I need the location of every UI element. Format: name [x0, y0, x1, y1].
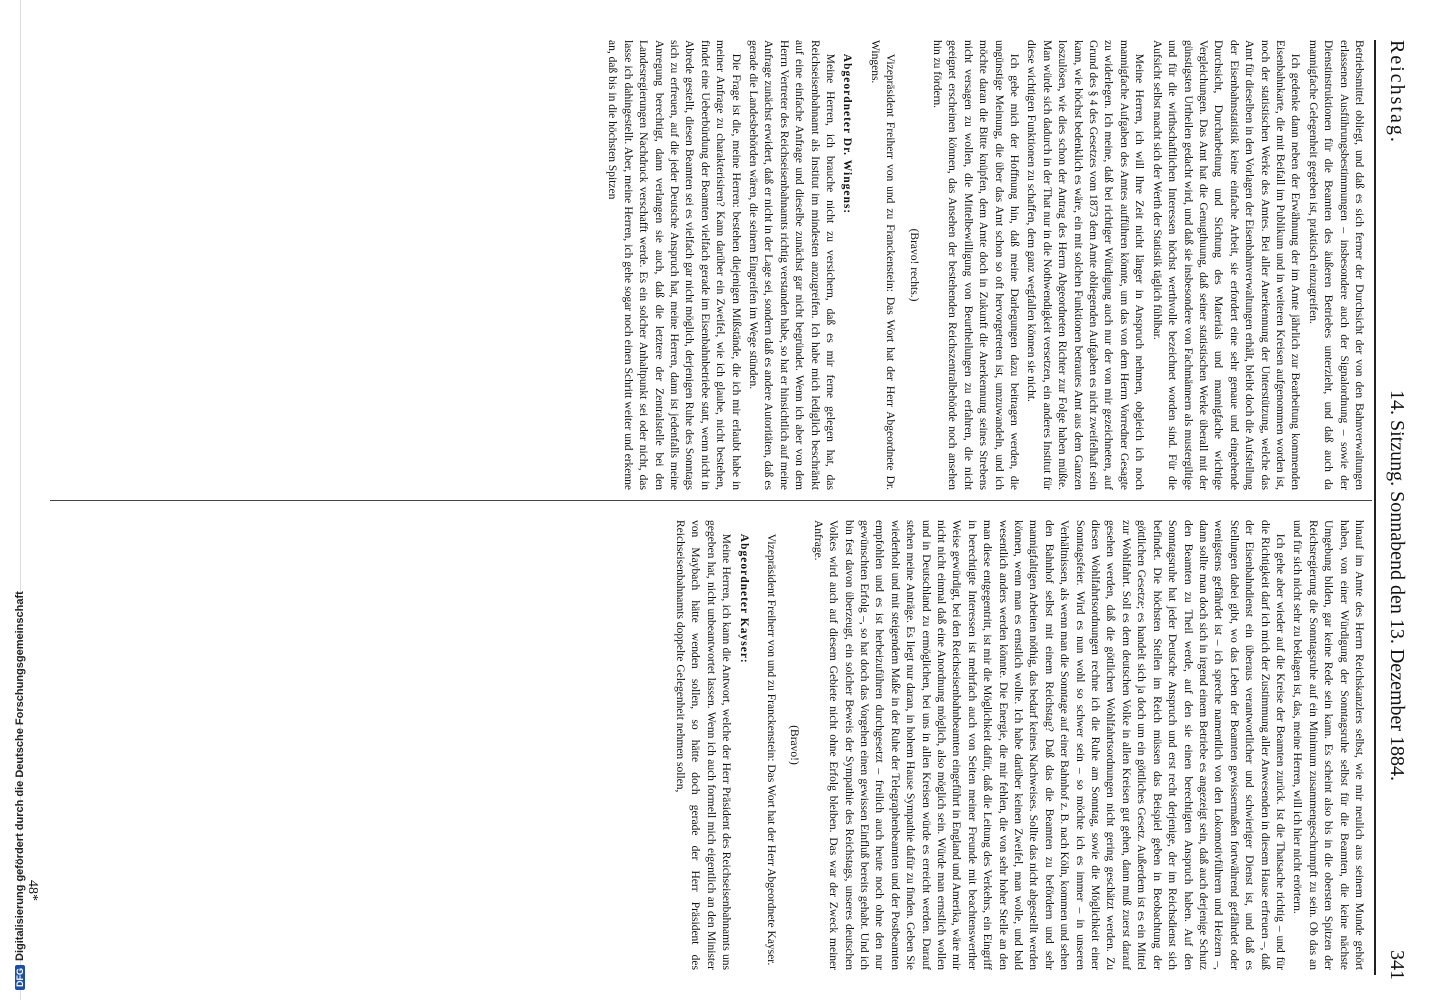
paragraph: Ich gehe aber wieder auf die Kreise der Beamten zurück. Ist die Thatsache richtig – und für die Richtigkeit darf ich mich der Zustimmung aller Anwesenden in diesem Hause erfreuen –, daß der Eisenbahndienst ein überaus verantwortlicher und schwieriger Dienst ist, und daß es Stellungen dabei gibt, wo das Leben der Beamten gewissermaßen fortwährend gefährdet oder wenigstens gefährdet ist – ich spreche namentlich von den Lokomotivführern und Heizern –, dann sollte man doch sich in irgend einem Betriebe es angezeigt sein, daß auch derjenige Schutz den Beamten zu Theil werde, auf den sie einen berechtigten Anspruch haben. Auf den Sonntagsruhe hat jeder Deutsche Anspruch und erst recht derjenige, der im Reichsdienst sich befindet. Die höchsten Stellen im Reich müssen das Beispiel geben in Beobachtung der göttlichen Gesetze; es handelt sich ja doch um ein göttliches Gesetz. Außerdem ist es ein Mittel zur Wohlfahrt. Soll es dem deutschen Volke in allen Kreisen gut gehen, dann muß zuerst darauf gesehen werden, daß die göttlichen Wohlfahrtsordnungen nicht gering geschätzt werden. Zu diesen Wohlfahrtsordnungen rechne ich die Ruhe am Sonntag, sowie die Möglichkeit einer Sonntagsfeier. Wird es nun wohl so schwer sein – so möchte ich es immer – in unseren Verhältnissen, als wenn man die Sonntage auf einer Bahnhof z. B. nach Köln, kommen und sehen den Bahnhof selbst mit einem Reichstag? Daß das die Beamten zu befördern und sehr mannigfaltigen Arbeiten nöthig, das bedarf keines Nachweises. Sollte das nicht abgestellt werden können, wenn man es ernstlich wollte. Ich habe darüber keinen Zweifel, man wolle, und bald wesentlich anders werden könnte. Die Energie, die mir fehlen, die von sehr hoher Stelle an den man diese entgegentritt, ist mir die Möglichkeit dafür, daß die Leitung des Verkehrs, ein Eingriff in berechtigte Interessen ist mehrfach auch von Seiten meiner Freunde mit beachtenswerther Weise gewürdigt, bei den Reichseisenbahnbeamten eingeführt in England und Amerika, wäre mir nicht nicht einmal daß eine Anordnung möglich, also möglich sein. Würde man ernstlich wollen und in Deutschland zu ermöglichen, bei uns in allen Kreisen würde es erreicht werden. Darauf stehen meine Anträge. Es liegt nur daran, in hohem Hause Sympathie dafür zu finden. Geben Sie wiederholt und mit steigendem Maße in der Ruhe der Telegraphenbeamten und der Postbeamten empfohlen und es ist herbeizuführen durchgesetzt – freilich auch heute noch ohne den nur gewünschten Erfolg –, so hat doch das Vorgehen einen gewissen Einfluß bereits gehabt. Und ich bin fest davon überzeugt, ein solcher Beweis der Sympathie des Reichstags, unseres deutschen Volkes wird auch auf diesem Gebiete nicht ohne Erfolg bleiben. Das war der Zweck meiner Anfrage. [811, 520, 1286, 970]
applause-note: (Bravo!) [788, 725, 801, 765]
paragraph: Ich gebe mich der Hoffnung hin, daß meine Darlegungen dazu beitragen werden, die ungünstige Meinung, die über das Amt schon so oft hervorgetreten ist, umzuwandeln, und ich möchte daran die Bitte knüpfen, dem Amte doch in Zukunft die Anerkennung seines Strebens nicht versagen zu wollen, die Mittelbewilligung von Beurtheilungen zu erfahren, die nicht geeignet erscheinen können, das Ansehen der bestehenden Reichszentralbehörde noch ansehen hin zu fördern. [931, 40, 1021, 490]
paragraph: Meine Herren, ich will Ihre Zeit nicht länger in Anspruch nehmen, obgleich ich noch mannigfache Aufgaben des Amtes aufführen könnte, um das von dem Herrn Vorredner Gesagte zu widerlegen. Ich meine, daß bei richtiger Würdigung auch nur der von mir gezeichneten, auf Grund des § 4 des Gesetzes vom 1873 dem Amte obliegenden Aufgaben es nicht zweifelhaft sein kann, wie höchst bedenklich es wäre, ein mit solchen Funktionen betrautes Amt aus dem Ganzen loszulösen, wie dies schon der Antrag des Herrn Abgeordneten Richter zur Folge haben müßte. Man würde sich dadurch in der That nur in die Nothwendigkeit versetzen, ein anderes Institut für diese wichtigen Funktionen zu schaffen, dem ganz wegfallen können sie nicht. [1025, 40, 1146, 490]
spacer [854, 40, 864, 490]
column-divider [50, 500, 1372, 501]
president-remark: Vizepräsident Freiherr von und zu Franckenstein: Das Wort hat der Herr Abgeordnete Dr. Wingens. [868, 40, 897, 490]
paragraph: Ich gedenke dann neben der Erwähnung der im Amte jährlich zur Bearbeitung kommenden Eisenbahnkarte, die mit Beifall im Publikum und in weiteren Kreisen aufgenommen worden ist, noch der statistischen Werke des Amtes. Bei aller Anerkennung der Unterstützung, welche das Amt für dieselben in den Vorlagen der Eisenbahnverwaltungen erhält, bleibt doch die Aufstellung der Eisenbahnstatistik keine einfache Arbeit, sie erfordert eine sehr genaue und eingehende Durchsicht, Durcharbeitung und Sichtung des Materials und mannigfache wichtige Vergleichungen. Das Amt hat die Genugthuung, daß seiner statistischen Werke überall mit der günstigsten Urtheilen gedacht wird, und daß sie insbesondere von Fachmännern als mustergiltige und für die wirthschaftlichen Interessen höchst werthvolle bezeichnet worden sind. Für die Aufsicht selbst macht sich der Werth der Statistik täglich fühlbar. [1150, 40, 1302, 490]
right-column [52, 520, 1366, 970]
page-number: 341 [1386, 950, 1408, 980]
speaker-name: Abgeordneter Dr. Wingens: [841, 53, 854, 215]
paragraph: Meine Herren, ich kann die Antwort, welche der Herr Präsident des Reichseisenbahnamts uns gegeben hat, nicht unbeantwortet lassen. Wenn ich auch formell mich eigentlich an den Minister von Maybach hätte wenden sollen, so hätte doch gerade der Herr Präsident des Reichseisenbahnamts doppelte Gelegenheit nehmen sollen, [673, 520, 733, 970]
page-header [1378, 40, 1408, 980]
header-center: 14. Sitzung. Sonnabend den 13. Dezember 1884. [1386, 390, 1408, 782]
speaker-name: Abgeordneter Kayser: [737, 533, 750, 664]
paragraph: Meine Herren, ich brauche nicht zu versichern, daß es mir ferne gelegen hat, das Reichseisenbahnamt als Institut im mindesten anzugreifen. Ich habe mich lediglich beschränkt auf eine einfache Anfrage und dieselbe zunächst gar nicht begründet. Wenn ich aber von dem Herrn Vertreter des Reichseisenbahnamts richtig verstanden habe, so hat er hinsichtlich auf meine Anfrage zunächst erwidert, daß er nicht in der Lage sei, sondern daß es andere Autoritäten, daß es gerade die Landesbehörden wären, die seinem Eingreifen im Wege stünden. [746, 40, 836, 490]
applause-note: (Bravo! rechts.) [907, 228, 920, 302]
president-remark: Vizepräsident Freiherr von und zu Franckenstein: Das Wort hat der Herr Abgeordnete Kayser. [764, 533, 777, 966]
speaker-intro [735, 520, 750, 970]
header-left: Reichstag. [1386, 40, 1408, 144]
stamp-label: Digitalisierung gefördert durch die Deutsche Forschungsgemeinschaft [14, 591, 26, 961]
spacer [751, 520, 761, 970]
paragraph: Die Frage ist die, meine Herren: bestehen diejenigen Mißstände, die ich mir erlaubt habe in meiner Anfrage zu charakterisiren? Kann darüber ein Zweifel, wie ich glaube, nicht bestehen, findet eine Ueberbürdung der Beamten vielfach gerade im Eisenbahnbetriebe statt, wenn nicht in Abrede gestellt, diesen Beamten sei es vielfach gar nicht möglich, derjenigen Ruhe des Sonntags sich zu erfreuen, auf die jeder Deutsche Anspruch hat, meine Herren, dann ist jedenfalls meine Anregung berechtigt, dann verlangen sie auch, daß die letztere der Zentralstelle bei den Landesregierungen Nachdruck verschafft werde. Es ein solcher Anhaltpunkt sei oder nicht, das lasse ich dahingestellt. Aber, meine Herren, ich gehe sogar noch einen Schritt weiter und erkenne an, daß bis in die höchsten Spitzen [606, 40, 742, 490]
paragraph: hinauf im Amte des Herrn Reichskanzlers selbst, wie mir neulich aus seinem Munde gehört haben, von einer Würdigung der Sonntagsruhe selbst für die Beamten, die keine nächste Umgebung bilden, gar keine Rede sein kann. Es scheint also bis in die obersten Spitzen der Reichsregierung die Sonntagsruhe auf ein Minimum zusammengeschrumpft zu sein. Ob das an und für sich nicht sehr zu beklagen ist, das, meine Herren, will ich hier nicht erörtern. [1291, 520, 1365, 970]
header-rule [1374, 40, 1376, 975]
speaker-intro [839, 40, 854, 490]
left-column [52, 40, 1366, 490]
signature-mark: 48* [25, 880, 40, 901]
paragraph: Betriebsmittel obliegt, und daß es sich ferner der Durchsicht der von den Bahnverwaltungen erlassenen Ausführungsbestimmungen – insbesondere auch der Signalordnung – sowie der Dienstinstruktionen für die Beamten des äußeren Betriebes unterzieht, und daß auch da mannigfache Gelegenheit gegeben ist, praktisch einzugreifen. [1306, 40, 1365, 490]
dfg-logo: DFG [15, 965, 25, 990]
